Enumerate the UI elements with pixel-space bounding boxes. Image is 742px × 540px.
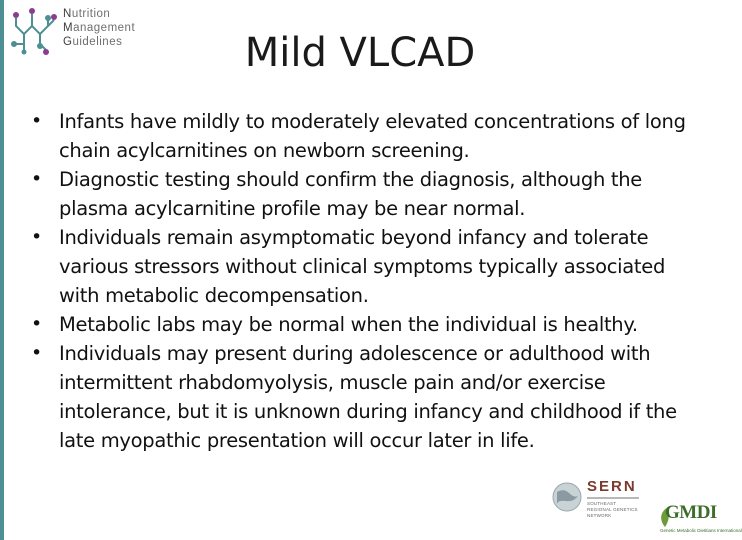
bullet-item: • Infants have mildly to moderately elevated concentrations of long chain acylcarnitines on newborn screening. [30,107,700,165]
gmdi-logo [658,502,742,540]
nmg-logo [10,4,140,60]
circuit-tree-icon [10,4,62,56]
gmdi-subtitle: Genetic Metabolic Dietitians International [660,528,742,533]
logo-line-guidelines: Guidelines [63,36,123,48]
globe-icon [552,482,582,512]
bullet-item: • Individuals may present during adolescence or adulthood with intermittent rhabdomyolysis, muscle pain and/or exercise intolerance, but it is unknown during infancy and childhood if the late myopathic presentation will occur later in life. [30,339,700,455]
bullet-marker: • [31,342,42,364]
bullet-marker: • [31,110,42,132]
gmdi-title: GMDI [665,502,717,523]
accent-bar [0,0,4,540]
bullet-marker: • [31,168,42,190]
bullet-item: • Metabolic labs may be normal when the individual is healthy. [30,310,700,339]
sern-logo [552,478,642,536]
sern-subtitle: SOUTHEAST REGIONAL GENETICS NETWORK [587,501,638,518]
sern-divider [587,497,639,499]
bullet-marker: • [31,313,42,335]
logo-text [63,7,135,49]
bullet-list [30,107,700,455]
slide-title: Mild VLCAD [244,30,476,76]
logo-line-nutrition: Nutrition [63,8,111,20]
bullet-item: • Diagnostic testing should confirm the diagnosis, although the plasma acylcarnitine profile may be near normal. [30,165,700,223]
bullet-item: • Individuals remain asymptomatic beyond infancy and tolerate various stressors without clinical symptoms typically associated with metabolic decompensation. [30,223,700,310]
bullet-marker: • [31,226,42,248]
logo-line-management: Management [63,22,136,34]
sern-title: SERN [587,478,637,495]
